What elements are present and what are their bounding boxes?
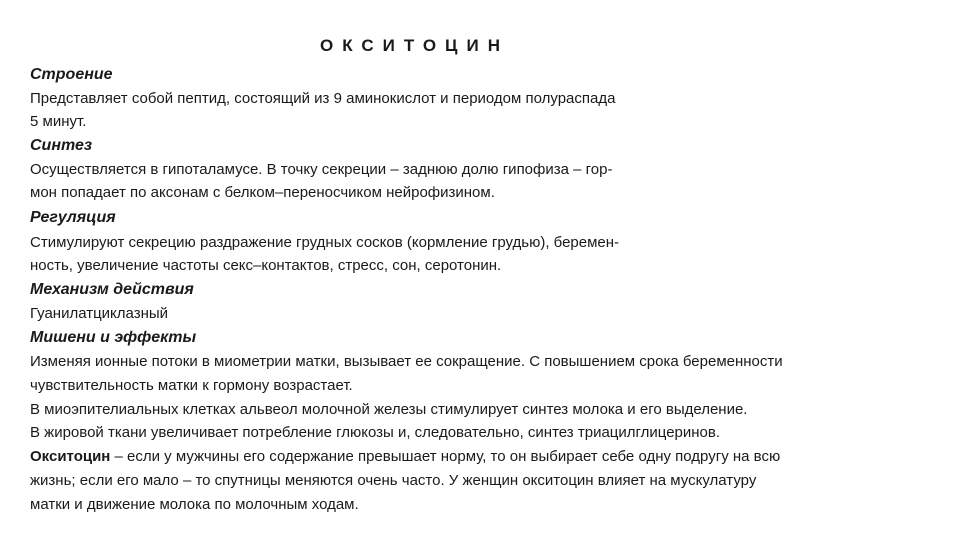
- heading-structure: Строение: [30, 66, 113, 83]
- text-line: жизнь; если его мало – то спутницы меняются очень часто. У женщин окситоцин влияет на мускулатуру: [30, 472, 757, 489]
- text-line: Изменяя ионные потоки в миометрии матки, вызывает ее сокращение. С повышением срока беременности: [30, 353, 783, 370]
- heading-regulation: Регуляция: [30, 209, 116, 226]
- text-line: Стимулируют секрецию раздражение грудных сосков (кормление грудью), беремен-: [30, 234, 620, 251]
- note-line: [30, 448, 780, 465]
- text-line: 5 минут.: [30, 113, 87, 130]
- heading-synthesis: Синтез: [30, 137, 93, 154]
- text-line: чувствительность матки к гормону возрастает.: [30, 377, 353, 394]
- text-line: Осуществляется в гипоталамусе. В точку секреции – заднюю долю гипофиза – гор-: [30, 161, 613, 178]
- text-line: мон попадает по аксонам с белком–переносчиком нейрофизином.: [30, 184, 495, 201]
- heading-targets: Мишени и эффекты: [30, 329, 197, 346]
- heading-mechanism: Механизм действия: [30, 281, 194, 298]
- text-line: ность, увеличение частоты секс–контактов, стресс, сон, серотонин.: [30, 257, 502, 274]
- text-line: В жировой ткани увеличивает потребление глюкозы и, следовательно, синтез триацилглицеринов.: [30, 424, 721, 441]
- text-line: Гуанилатциклазный: [30, 305, 169, 322]
- note-term: Окситоцин: [30, 448, 111, 465]
- text-line: матки и движение молока по молочным ходам.: [30, 496, 359, 513]
- note-text: – если у мужчины его содержание превышает норму, то он выбирает себе одну подругу на всю: [110, 448, 781, 465]
- text-line: В миоэпителиальных клетках альвеол молочной железы стимулирует синтез молока и его выделение.: [30, 401, 748, 418]
- text-line: Представляет собой пептид, состоящий из 9 аминокислот и периодом полураспада: [30, 90, 616, 107]
- page-title: ОКСИТОЦИН: [320, 36, 509, 55]
